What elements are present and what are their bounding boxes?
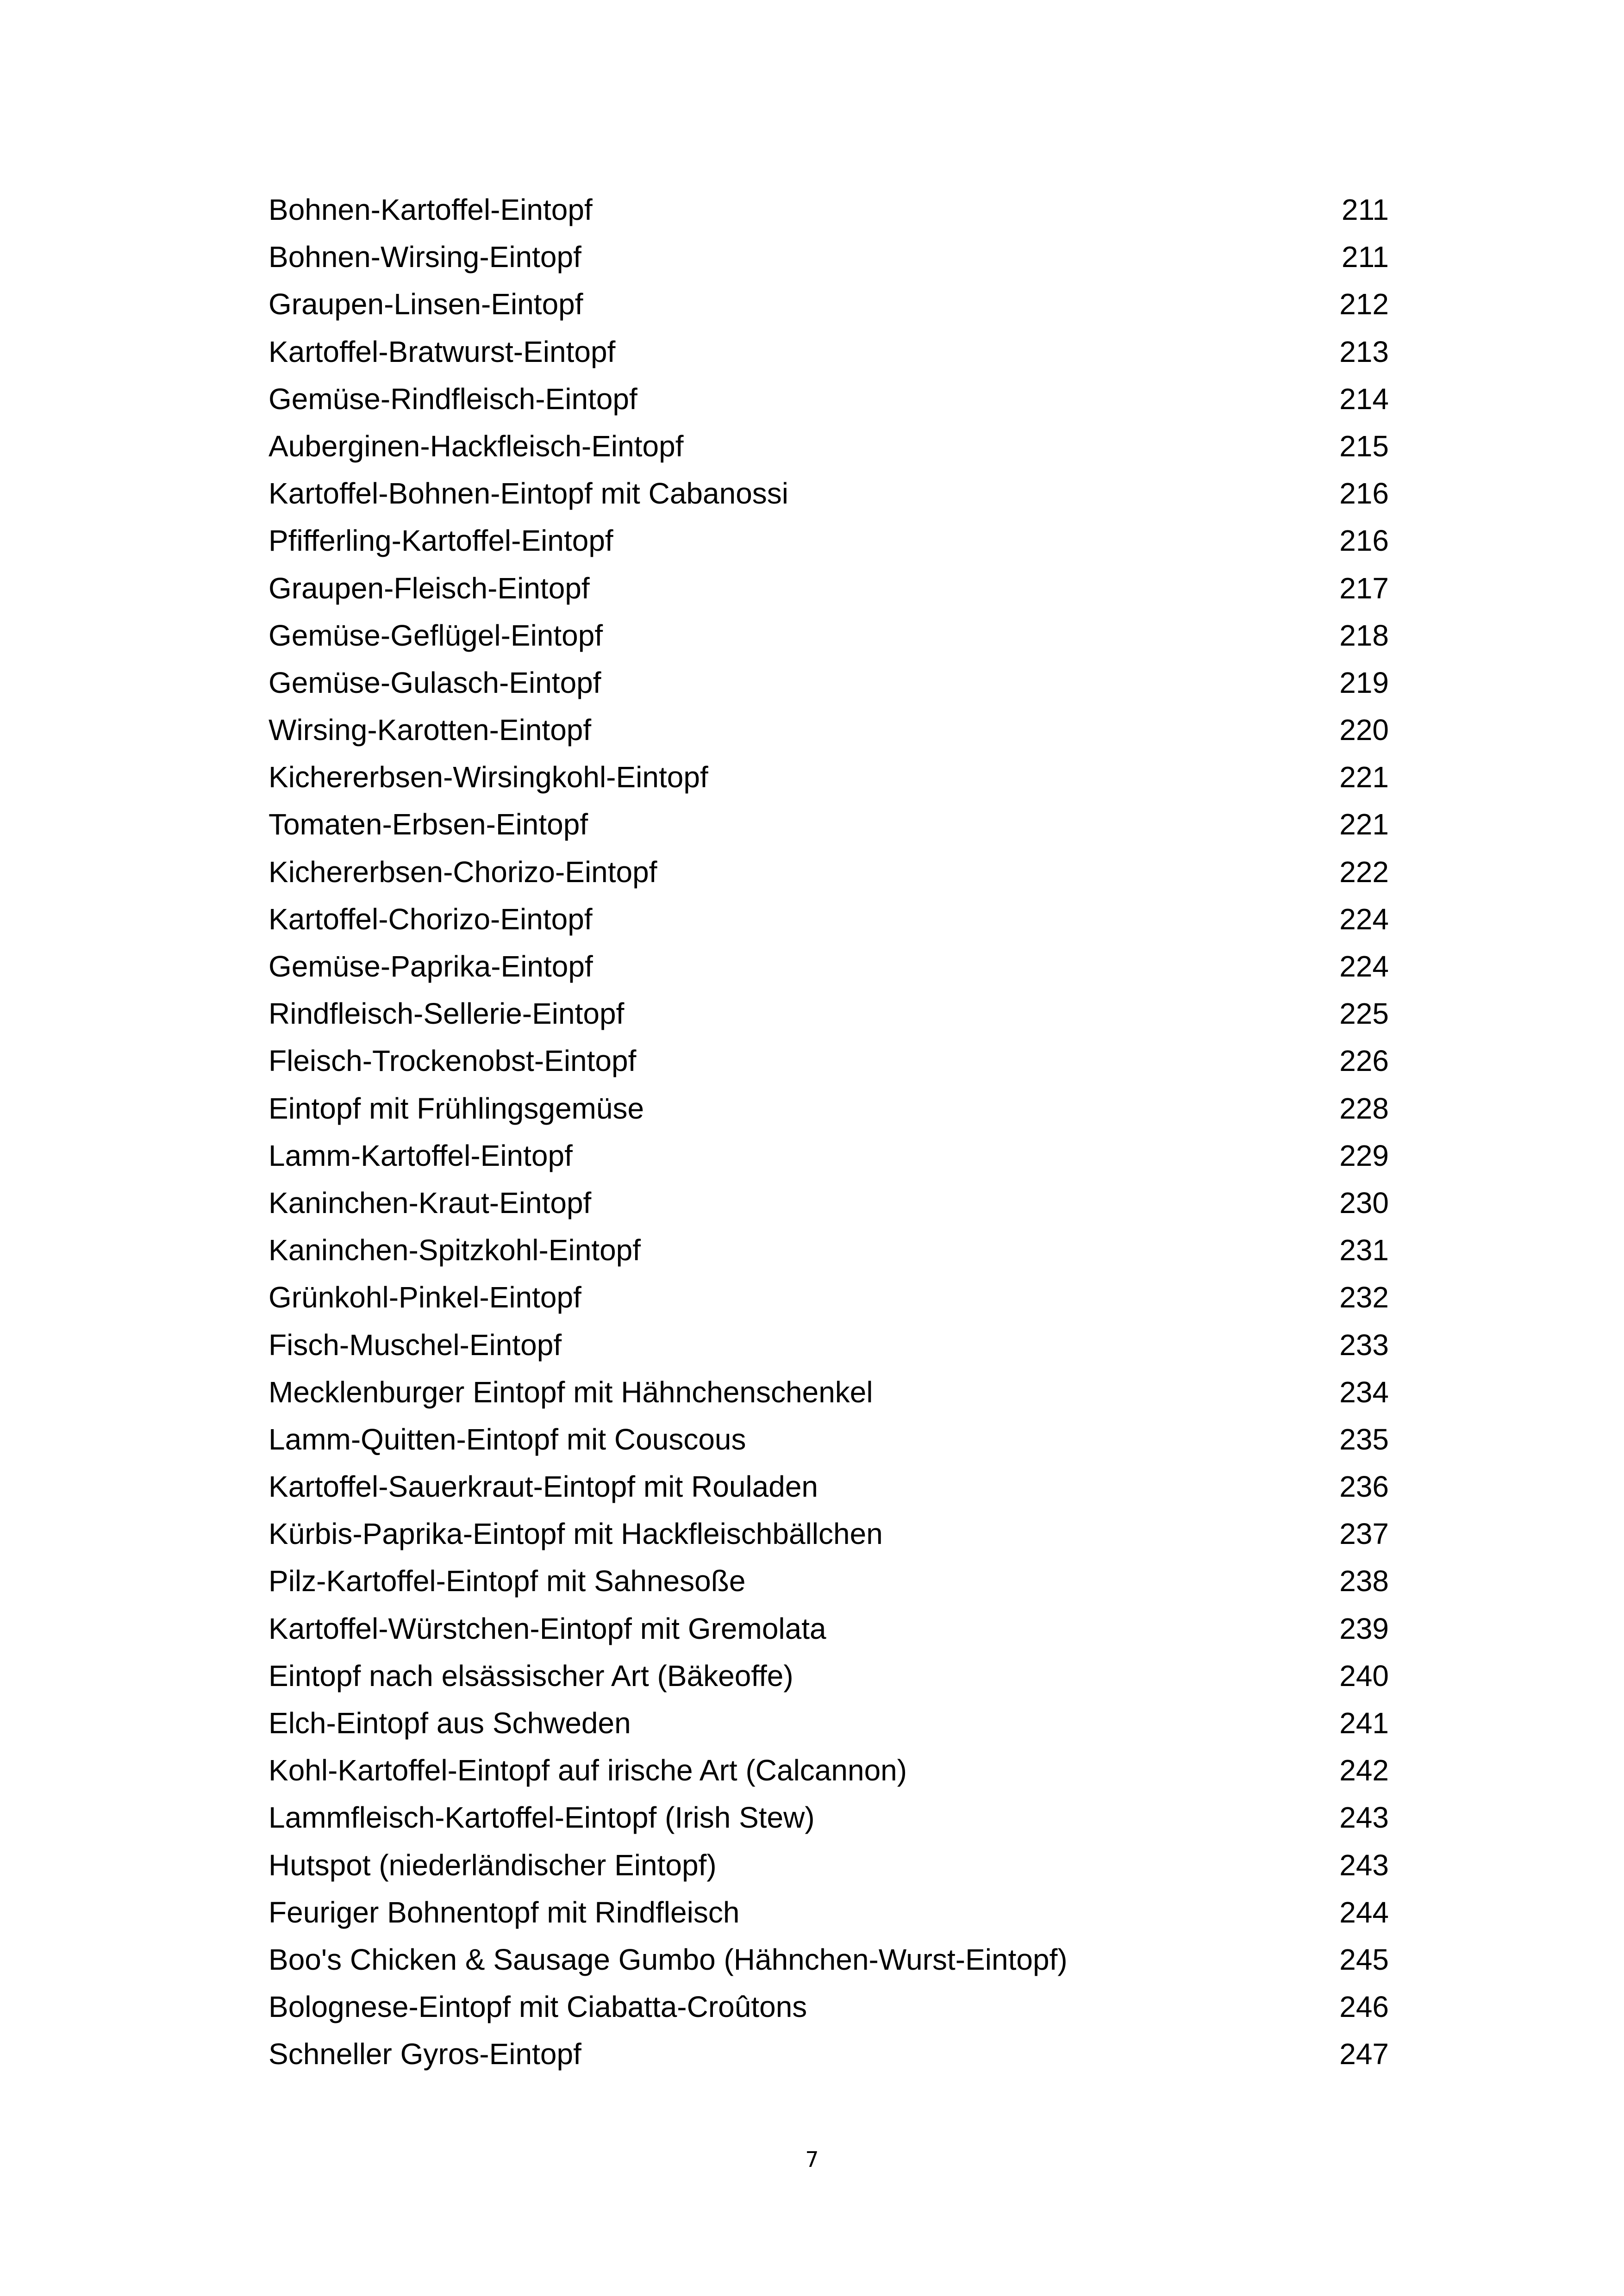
- toc-entry: [269, 233, 1389, 280]
- toc-entry-title: Bohnen-Wirsing-Eintopf: [269, 240, 581, 274]
- toc-entry-page: 245: [1339, 1942, 1389, 1976]
- toc-entry-title: Pfifferling-Kartoffel-Eintopf: [269, 524, 613, 558]
- toc-entry-page: 236: [1339, 1470, 1389, 1504]
- toc-entry-page: 238: [1339, 1564, 1389, 1598]
- toc-entry: [269, 1179, 1389, 1226]
- toc-entry-title: Gemüse-Rindfleisch-Eintopf: [269, 382, 637, 416]
- toc-entry-title: Eintopf mit Frühlingsgemüse: [269, 1091, 644, 1125]
- toc-entry: [269, 1132, 1389, 1179]
- toc-entry: [269, 1842, 1389, 1889]
- toc-entry-title: Kürbis-Paprika-Eintopf mit Hackfleischbällchen: [269, 1517, 883, 1551]
- toc-entry: [269, 423, 1389, 470]
- toc-entry-page: 234: [1339, 1375, 1389, 1409]
- toc-entry-title: Fleisch-Trockenobst-Eintopf: [269, 1044, 637, 1078]
- toc-entry: [269, 1652, 1389, 1699]
- toc-entry-title: Kaninchen-Kraut-Eintopf: [269, 1186, 592, 1220]
- toc-entry-title: Pilz-Kartoffel-Eintopf mit Sahnesoße: [269, 1564, 746, 1598]
- toc-entry-page: 225: [1339, 997, 1389, 1031]
- toc-entry-title: Gemüse-Paprika-Eintopf: [269, 950, 593, 983]
- toc-entry: [269, 801, 1389, 848]
- toc-entry-page: 221: [1339, 808, 1389, 841]
- toc-entry-title: Graupen-Linsen-Eintopf: [269, 287, 583, 321]
- toc-entry-title: Lamm-Kartoffel-Eintopf: [269, 1139, 573, 1172]
- toc-entry-title: Kichererbsen-Wirsingkohl-Eintopf: [269, 760, 708, 794]
- page-number: 7: [805, 2147, 819, 2172]
- toc-entry-title: Kartoffel-Bratwurst-Eintopf: [269, 335, 616, 368]
- toc-entry: [269, 470, 1389, 517]
- toc-entry-title: Kartoffel-Bohnen-Eintopf mit Cabanossi: [269, 477, 788, 510]
- toc-entry-title: Elch-Eintopf aus Schweden: [269, 1706, 631, 1740]
- toc-entry-page: 214: [1339, 382, 1389, 416]
- toc-entry-title: Kartoffel-Chorizo-Eintopf: [269, 902, 593, 936]
- toc-entry-page: 229: [1339, 1139, 1389, 1172]
- toc-entry: [269, 990, 1389, 1037]
- toc-entry-page: 244: [1339, 1895, 1389, 1929]
- toc-entry: [269, 1936, 1389, 1983]
- toc-entry-title: Kichererbsen-Chorizo-Eintopf: [269, 855, 657, 889]
- toc-entry-title: Graupen-Fleisch-Eintopf: [269, 571, 590, 605]
- toc-entry-page: 226: [1339, 1044, 1389, 1078]
- toc-entry: [269, 848, 1389, 896]
- toc-entry-title: Fisch-Muschel-Eintopf: [269, 1328, 562, 1362]
- toc-entry-title: Lamm-Quitten-Eintopf mit Couscous: [269, 1422, 746, 1456]
- toc-entry: [269, 753, 1389, 801]
- toc-entry: [269, 1321, 1389, 1369]
- toc-entry-title: Bohnen-Kartoffel-Eintopf: [269, 193, 593, 226]
- toc-entry-page: 218: [1339, 618, 1389, 652]
- toc-entry: [269, 659, 1389, 706]
- toc-entry-page: 222: [1339, 855, 1389, 889]
- toc-entry-page: 211: [1341, 240, 1389, 274]
- toc-entry: [269, 1983, 1389, 2030]
- toc-entry-page: 217: [1339, 571, 1389, 605]
- toc-entry-page: 224: [1339, 950, 1389, 983]
- toc-entry-page: 247: [1339, 2037, 1389, 2071]
- toc-entry: [269, 706, 1389, 753]
- toc-entry: [269, 280, 1389, 328]
- toc-entry: [269, 1274, 1389, 1321]
- toc-entry-page: 215: [1339, 429, 1389, 463]
- toc-entry-page: 235: [1339, 1422, 1389, 1456]
- toc-entry-title: Kartoffel-Sauerkraut-Eintopf mit Rouladen: [269, 1470, 818, 1504]
- toc-entry-page: 220: [1339, 713, 1389, 747]
- toc-entry-page: 211: [1341, 193, 1389, 226]
- toc-entry: [269, 1369, 1389, 1416]
- toc-entry-title: Boo's Chicken & Sausage Gumbo (Hähnchen-Wurst-Eintopf): [269, 1942, 1068, 1976]
- toc-entry-page: 246: [1339, 1990, 1389, 2024]
- toc-entry-page: 213: [1339, 335, 1389, 368]
- toc-entry-title: Auberginen-Hackfleisch-Eintopf: [269, 429, 684, 463]
- toc-entry-title: Kohl-Kartoffel-Eintopf auf irische Art (Calcannon): [269, 1754, 907, 1787]
- toc-entry: [269, 517, 1389, 564]
- toc-entry-page: 237: [1339, 1517, 1389, 1551]
- toc-entry-page: 239: [1339, 1612, 1389, 1645]
- toc-entry-page: 232: [1339, 1281, 1389, 1314]
- toc-entry-page: 233: [1339, 1328, 1389, 1362]
- toc-entry: [269, 1416, 1389, 1463]
- toc-entry-page: 243: [1339, 1801, 1389, 1835]
- toc-entry-title: Wirsing-Karotten-Eintopf: [269, 713, 592, 747]
- toc-entry: [269, 1794, 1389, 1841]
- toc-entry-title: Mecklenburger Eintopf mit Hähnchenschenkel: [269, 1375, 873, 1409]
- toc-entry: [269, 565, 1389, 612]
- toc-entry: [269, 612, 1389, 659]
- table-of-contents: [269, 186, 1389, 2078]
- toc-entry: [269, 1037, 1389, 1084]
- toc-entry-page: 221: [1339, 760, 1389, 794]
- toc-entry: [269, 328, 1389, 375]
- toc-entry-title: Hutspot (niederländischer Eintopf): [269, 1848, 717, 1882]
- toc-entry-page: 241: [1339, 1706, 1389, 1740]
- toc-entry: [269, 1699, 1389, 1747]
- toc-entry: [269, 1747, 1389, 1794]
- toc-entry-page: 240: [1339, 1659, 1389, 1692]
- toc-entry-page: 243: [1339, 1848, 1389, 1882]
- toc-entry-title: Kaninchen-Spitzkohl-Eintopf: [269, 1233, 641, 1267]
- toc-entry-page: 230: [1339, 1186, 1389, 1220]
- toc-entry-page: 228: [1339, 1091, 1389, 1125]
- toc-entry-title: Bolognese-Eintopf mit Ciabatta-Croûtons: [269, 1990, 807, 2024]
- toc-entry: [269, 1226, 1389, 1274]
- toc-entry: [269, 1889, 1389, 1936]
- toc-entry-title: Rindfleisch-Sellerie-Eintopf: [269, 997, 625, 1031]
- toc-entry: [269, 186, 1389, 233]
- toc-entry: [269, 1463, 1389, 1510]
- toc-entry: [269, 2030, 1389, 2078]
- toc-entry-page: 216: [1339, 524, 1389, 558]
- toc-entry-title: Eintopf nach elsässischer Art (Bäkeoffe): [269, 1659, 793, 1692]
- toc-entry: [269, 943, 1389, 990]
- toc-entry-title: Lammfleisch-Kartoffel-Eintopf (Irish Stew): [269, 1801, 815, 1835]
- toc-entry-title: Grünkohl-Pinkel-Eintopf: [269, 1281, 581, 1314]
- toc-entry-title: Gemüse-Geflügel-Eintopf: [269, 618, 603, 652]
- toc-entry-page: 216: [1339, 477, 1389, 510]
- toc-entry: [269, 896, 1389, 943]
- toc-entry-page: 231: [1339, 1233, 1389, 1267]
- toc-entry-title: Tomaten-Erbsen-Eintopf: [269, 808, 588, 841]
- toc-entry: [269, 1557, 1389, 1605]
- toc-entry-page: 224: [1339, 902, 1389, 936]
- toc-entry: [269, 1085, 1389, 1132]
- toc-entry-title: Kartoffel-Würstchen-Eintopf mit Gremolata: [269, 1612, 826, 1645]
- toc-entry-page: 212: [1339, 287, 1389, 321]
- toc-entry: [269, 1605, 1389, 1652]
- toc-entry: [269, 1510, 1389, 1557]
- toc-entry-title: Feuriger Bohnentopf mit Rindfleisch: [269, 1895, 740, 1929]
- toc-entry-page: 242: [1339, 1754, 1389, 1787]
- toc-entry: [269, 375, 1389, 423]
- toc-entry-page: 219: [1339, 666, 1389, 699]
- toc-entry-title: Schneller Gyros-Eintopf: [269, 2037, 581, 2071]
- toc-entry-title: Gemüse-Gulasch-Eintopf: [269, 666, 601, 699]
